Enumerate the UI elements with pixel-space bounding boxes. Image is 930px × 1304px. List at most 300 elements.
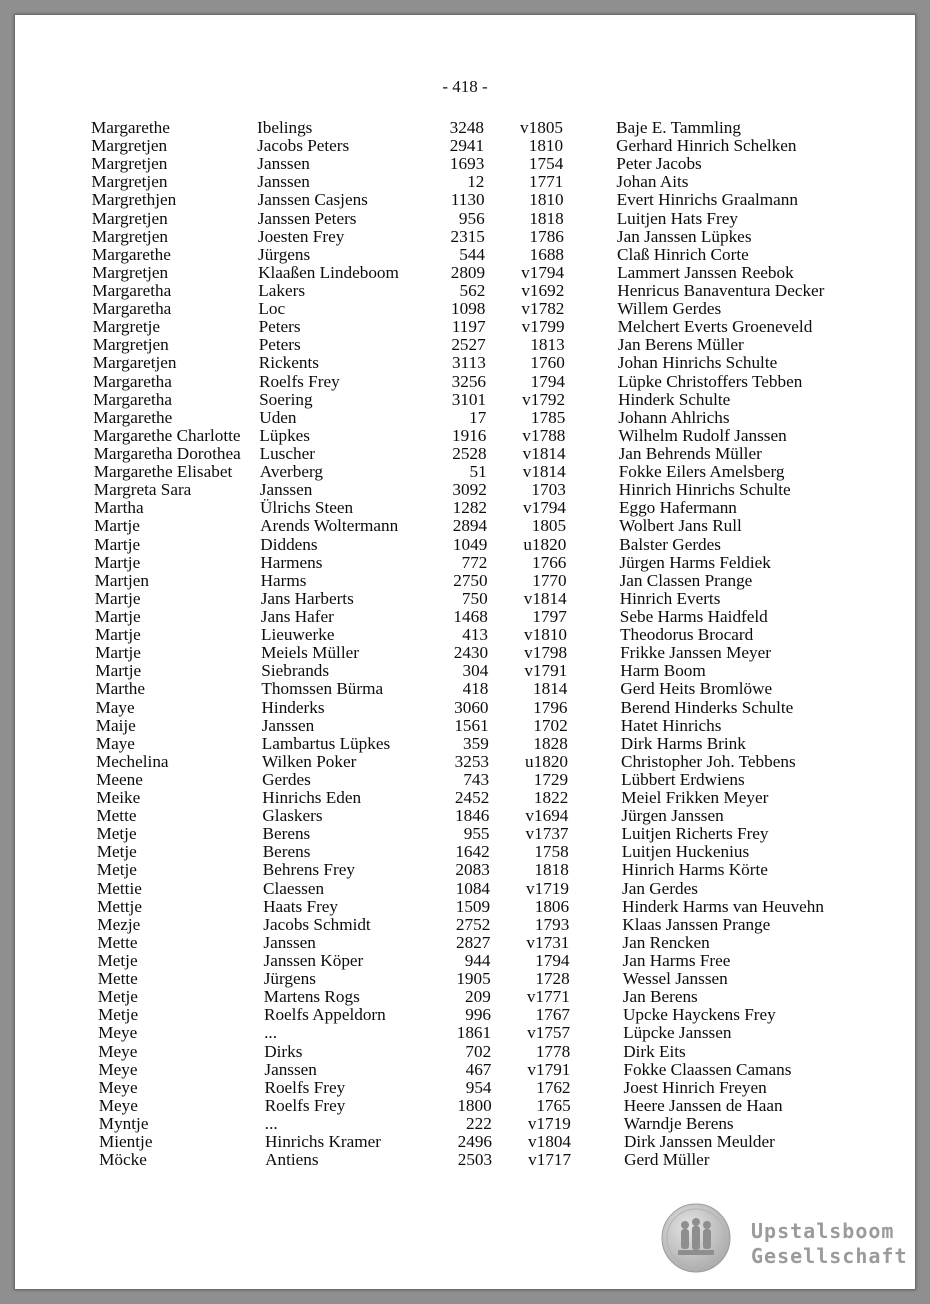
surname: ... <box>264 1023 277 1043</box>
spouse-name: Balster Gerdes <box>619 534 721 554</box>
table-row <box>97 916 891 934</box>
surname: Harms <box>260 570 307 590</box>
surname: Roelfs Frey <box>264 1077 346 1097</box>
entry-number: 3256 <box>451 371 486 391</box>
year: 1729 <box>533 769 569 789</box>
year: v1805 <box>520 118 563 137</box>
year: u1820 <box>525 751 568 771</box>
year: v1731 <box>526 932 570 952</box>
spouse-name: Johan Hinrichs Schulte <box>617 353 778 373</box>
surname: Janssen <box>257 154 310 174</box>
surname: Jürgens <box>258 244 311 264</box>
table-row <box>98 1043 891 1061</box>
first-name: Margarethe <box>93 407 173 427</box>
year: 1766 <box>532 552 567 572</box>
surname: Diddens <box>260 534 318 554</box>
first-name: Metje <box>96 842 137 862</box>
table-row <box>91 155 891 173</box>
table-row <box>94 536 891 554</box>
year: 1805 <box>531 516 567 536</box>
table-row <box>96 807 891 825</box>
first-name: Margretjen <box>91 154 168 174</box>
spouse-name: Luitjen Huckenius <box>621 842 750 862</box>
first-name: Martje <box>95 661 142 681</box>
year: v1771 <box>526 987 570 1007</box>
first-name: Margretjen <box>91 208 168 228</box>
table-row <box>95 626 891 644</box>
year: 1797 <box>532 606 567 626</box>
first-name: Metje <box>97 951 138 971</box>
table-row <box>92 282 891 300</box>
surname: Meiels Müller <box>261 643 359 663</box>
entry-number: 2430 <box>453 643 489 663</box>
first-name: Metje <box>97 987 138 1007</box>
surname: Lambartus Lüpkes <box>261 733 391 753</box>
table-row <box>96 753 891 771</box>
table-row <box>98 952 892 970</box>
entry-number: 1049 <box>452 534 488 554</box>
surname: Loc <box>258 299 286 319</box>
spouse-name: Klaas Janssen Prange <box>622 914 771 934</box>
table-row <box>95 608 891 626</box>
surname: Janssen <box>259 480 313 500</box>
surname: ... <box>264 1114 278 1134</box>
surname: Klaaßen Lindeboom <box>258 262 399 282</box>
year: 1758 <box>534 842 569 862</box>
surname: Gerdes <box>262 769 311 789</box>
surname: Harmens <box>260 552 323 572</box>
table-row <box>93 318 891 336</box>
spouse-name: Willem Gerdes <box>617 299 722 319</box>
year: v1791 <box>527 1059 571 1079</box>
first-name: Martje <box>95 643 141 663</box>
year: 1793 <box>534 914 570 934</box>
first-name: Meye <box>98 1059 138 1079</box>
year: 1762 <box>536 1077 571 1097</box>
first-name: Maye <box>95 733 135 753</box>
surname: Uden <box>259 407 297 427</box>
surname: Martens Rogs <box>263 987 360 1007</box>
table-row <box>93 427 891 445</box>
first-name: Martje <box>94 534 141 554</box>
surname: Berens <box>262 842 311 862</box>
table-row <box>95 680 891 698</box>
surname: Dirks <box>264 1041 303 1061</box>
year: 1796 <box>533 697 568 717</box>
entry-number: 359 <box>463 733 489 753</box>
table-row <box>96 771 891 789</box>
entry-number: 1861 <box>456 1023 492 1043</box>
year: 1806 <box>534 896 570 916</box>
entry-number: 2452 <box>454 788 490 808</box>
surname: Roelfs Frey <box>259 371 340 391</box>
first-name: Meye <box>98 1077 138 1097</box>
surname: Jacobs Schmidt <box>263 914 371 934</box>
surname: Joesten Frey <box>257 226 345 246</box>
year: v1794 <box>523 498 566 518</box>
surname: Antiens <box>265 1150 319 1170</box>
entry-number: 544 <box>459 244 485 264</box>
entry-number: 743 <box>463 769 490 789</box>
entry-number: 2527 <box>451 335 486 355</box>
year: v1798 <box>524 643 568 663</box>
spouse-name: Luitjen Richerts Frey <box>621 824 769 844</box>
seal-icon <box>661 1203 731 1273</box>
entry-number: 304 <box>462 661 489 681</box>
spouse-name: Gerhard Hinrich Schelken <box>616 136 797 156</box>
first-name: Margaretha <box>93 389 172 409</box>
surname: Janssen <box>264 1059 317 1079</box>
society-name <box>751 1219 908 1269</box>
document-page <box>14 14 916 1290</box>
page-number: - 418 - <box>442 77 488 96</box>
entry-number: 956 <box>458 208 485 228</box>
spouse-name: Lüpke Christoffers Tebben <box>618 371 803 391</box>
first-name: Meike <box>96 788 141 808</box>
year: 1818 <box>529 208 564 228</box>
first-name: Mettje <box>97 896 142 916</box>
table-row <box>99 1115 891 1133</box>
spouse-name: Christopher Joh. Tebbens <box>621 751 796 771</box>
spouse-name: Heere Janssen de Haan <box>623 1095 783 1115</box>
year: v1757 <box>527 1023 571 1043</box>
spouse-name: Johan Aits <box>616 172 689 192</box>
spouse-name: Fokke Eilers Amelsberg <box>618 462 785 482</box>
spouse-name: Warndje Berens <box>623 1114 734 1134</box>
first-name: Mette <box>97 969 138 989</box>
entry-number: 1693 <box>449 154 485 174</box>
first-name: Maye <box>95 697 135 717</box>
table-row <box>92 191 891 209</box>
table-row <box>92 300 891 318</box>
spouse-name: Hinrich Everts <box>619 588 721 608</box>
spouse-name: Claß Hinrich Corte <box>617 244 749 264</box>
entry-number: 1197 <box>451 317 486 337</box>
entry-number: 562 <box>459 280 486 300</box>
spouse-name: Gerd Heits Bromlöwe <box>620 679 773 699</box>
first-name: Margaretha Dorothea <box>93 443 241 463</box>
spouse-name: Jan Gerdes <box>622 878 698 898</box>
surname: Jans Hafer <box>260 606 334 626</box>
spouse-name: Joest Hinrich Freyen <box>623 1077 767 1097</box>
spouse-name: Hinrich Hinrichs Schulte <box>618 480 791 500</box>
entry-number: 2528 <box>452 443 487 463</box>
table-row <box>93 409 891 427</box>
surname: Behrens Frey <box>262 860 355 880</box>
year: 1813 <box>530 335 565 355</box>
first-name: Martjen <box>94 570 150 590</box>
spouse-name: Berend Hinderks Schulte <box>620 697 794 717</box>
table-row <box>96 699 892 717</box>
first-name: Meye <box>98 1095 138 1115</box>
surname: Roelfs Frey <box>264 1095 346 1115</box>
spouse-name: Lammert Janssen Reebok <box>617 262 794 282</box>
spouse-name: Hinderk Harms van Heuvehn <box>622 896 824 916</box>
entry-number: 2315 <box>450 226 485 246</box>
spouse-name: Jan Classen Prange <box>619 570 753 590</box>
year: v1814 <box>523 588 567 608</box>
first-name: Metje <box>96 824 137 844</box>
first-name: Margretjen <box>91 172 168 192</box>
table-row <box>98 1061 891 1079</box>
register-list <box>91 119 891 1169</box>
spouse-name: Jürgen Harms Feldiek <box>619 552 771 572</box>
spouse-name: Meiel Frikken Meyer <box>621 788 769 808</box>
first-name: Martje <box>94 516 140 536</box>
surname: Peters <box>258 317 301 337</box>
spouse-name: Dirk Eits <box>623 1041 686 1061</box>
spouse-name: Hinderk Schulte <box>618 389 731 409</box>
year: v1719 <box>526 878 569 898</box>
surname: Siebrands <box>261 661 330 681</box>
spouse-name: Evert Hinrichs Graalmann <box>616 190 798 210</box>
spouse-name: Lübbert Erdwiens <box>621 769 745 789</box>
year: u1820 <box>523 534 567 554</box>
first-name: Martje <box>94 552 141 572</box>
spouse-name: Wolbert Jans Rull <box>619 516 742 536</box>
table-row <box>98 1006 891 1024</box>
entry-number: 3060 <box>454 697 489 717</box>
table-row <box>95 572 891 590</box>
table-row <box>97 880 891 898</box>
surname: Wilken Poker <box>262 751 357 771</box>
spouse-name: Jan Harms Free <box>622 951 731 971</box>
first-name: Margretje <box>92 317 161 337</box>
entry-number: 3248 <box>449 118 484 137</box>
spouse-name: Upcke Hayckens Frey <box>623 1005 776 1025</box>
entry-number: 1846 <box>455 806 490 826</box>
surname: Hinrichs Eden <box>262 788 362 808</box>
entry-number: 17 <box>469 407 487 427</box>
year: 1818 <box>534 860 569 880</box>
surname: Janssen Casjens <box>257 190 368 210</box>
entry-number: 209 <box>465 987 491 1007</box>
spouse-name: Frikke Janssen Meyer <box>620 643 771 663</box>
surname: Lieuwerke <box>261 625 335 645</box>
year: 1778 <box>535 1041 571 1061</box>
entry-number: 1800 <box>457 1095 492 1115</box>
spouse-name: Jan Janssen Lüpkes <box>616 226 752 246</box>
table-row <box>99 1133 891 1151</box>
spouse-name: Peter Jacobs <box>616 154 702 174</box>
spouse-name: Johann Ahlrichs <box>618 407 730 427</box>
table-row <box>95 662 891 680</box>
table-row <box>92 246 891 264</box>
surname: Jans Harberts <box>260 588 354 608</box>
year: 1810 <box>528 136 564 156</box>
surname: Janssen <box>257 172 310 192</box>
year: 1754 <box>528 154 564 174</box>
year: 1767 <box>535 1005 570 1025</box>
year: v1788 <box>522 425 566 445</box>
year: v1717 <box>528 1150 572 1170</box>
first-name: Margarethe Elisabet <box>93 462 233 482</box>
entry-number: 954 <box>465 1077 492 1097</box>
first-name: Martje <box>94 606 141 626</box>
surname: Ibelings <box>257 118 313 137</box>
entry-number: 12 <box>467 172 485 192</box>
entry-number: 1468 <box>453 606 488 626</box>
surname: Glaskers <box>262 806 323 826</box>
table-row <box>94 445 891 463</box>
table-row <box>92 228 891 246</box>
spouse-name: Hatet Hinrichs <box>620 715 722 735</box>
entry-number: 955 <box>463 824 490 844</box>
spouse-name: Jan Berens Müller <box>617 335 744 355</box>
entry-number: 944 <box>464 951 491 971</box>
entry-number: 2503 <box>457 1150 493 1170</box>
spouse-name: Jan Rencken <box>622 932 710 952</box>
year: v1719 <box>527 1114 571 1134</box>
spouse-name: Baje E. Tammling <box>616 118 741 137</box>
table-row <box>96 717 891 735</box>
entry-number: 2809 <box>450 262 486 282</box>
table-row <box>93 336 891 354</box>
first-name: Margaretha <box>92 299 172 319</box>
year: 1794 <box>530 371 565 391</box>
entry-number: 1282 <box>452 498 487 518</box>
table-row <box>98 1024 891 1042</box>
spouse-name: Eggo Hafermann <box>619 498 737 518</box>
first-name: Meene <box>96 769 143 789</box>
table-row <box>98 988 891 1006</box>
year: 1814 <box>533 679 568 699</box>
spouse-name: Wilhelm Rudolf Janssen <box>618 425 787 445</box>
surname: Roelfs Appeldorn <box>264 1005 386 1025</box>
year: 1822 <box>533 788 569 808</box>
spouse-name: Luitjen Hats Frey <box>616 208 738 228</box>
first-name: Mettie <box>97 878 142 898</box>
first-name: Meye <box>98 1023 138 1043</box>
entry-number: 3101 <box>451 389 487 409</box>
society-name-line-2: Gesellschaft <box>751 1244 908 1268</box>
first-name: Margarethe <box>92 244 171 264</box>
entry-number: 1905 <box>456 969 491 989</box>
year: v1792 <box>522 389 566 409</box>
first-name: Mezje <box>97 914 141 934</box>
year: 1688 <box>529 244 564 264</box>
entry-number: 1561 <box>454 715 489 735</box>
first-name: Margaretha <box>92 280 172 300</box>
surname: Arends Woltermann <box>260 516 399 536</box>
first-name: Mientje <box>99 1132 153 1152</box>
table-row <box>91 173 891 191</box>
year: 1770 <box>532 570 567 590</box>
table-row <box>97 934 891 952</box>
table-row <box>99 1079 892 1097</box>
first-name: Martje <box>95 625 141 645</box>
entry-number: 996 <box>465 1005 491 1025</box>
table-row <box>94 463 891 481</box>
table-row <box>95 590 891 608</box>
year: 1702 <box>533 715 568 735</box>
first-name: Margretjen <box>92 262 169 282</box>
surname: Jacobs Peters <box>257 136 350 156</box>
first-name: Margretjen <box>91 136 168 156</box>
entry-number: 750 <box>461 588 488 608</box>
table-row <box>93 391 891 409</box>
entry-number: 2496 <box>457 1132 492 1152</box>
entry-number: 2941 <box>449 136 485 156</box>
first-name: Meye <box>98 1041 138 1061</box>
society-name-line-1: Upstalsboom <box>751 1219 895 1243</box>
first-name: Mette <box>97 932 138 952</box>
first-name: Martha <box>94 498 144 518</box>
year: 1765 <box>536 1095 571 1115</box>
surname: Hinrichs Kramer <box>265 1132 381 1152</box>
surname: Haats Frey <box>263 896 339 916</box>
spouse-name: Jürgen Janssen <box>621 806 724 826</box>
spouse-name: Fokke Claassen Camans <box>623 1059 792 1079</box>
surname: Janssen <box>261 715 315 735</box>
surname: Ülrichs Steen <box>260 498 354 518</box>
first-name: Margarethe <box>91 118 170 137</box>
entry-number: 3253 <box>454 751 489 771</box>
surname: Lakers <box>258 280 306 300</box>
entry-number: 413 <box>462 625 488 645</box>
entry-number: 222 <box>466 1114 492 1134</box>
first-name: Margarethe Charlotte <box>93 425 241 445</box>
entry-number: 467 <box>465 1059 492 1079</box>
entry-number: 3113 <box>452 353 486 373</box>
surname: Janssen Peters <box>257 208 357 228</box>
spouse-name: Gerd Müller <box>624 1150 710 1170</box>
first-name: Myntje <box>98 1114 149 1134</box>
first-name: Metje <box>98 1005 139 1025</box>
table-row <box>99 1097 891 1115</box>
spouse-name: Jan Behrends Müller <box>618 443 762 463</box>
surname: Luscher <box>259 443 315 463</box>
table-row <box>97 825 892 843</box>
table-row <box>97 898 891 916</box>
first-name: Marthe <box>95 679 146 699</box>
year: 1728 <box>535 969 570 989</box>
surname: Janssen Köper <box>263 951 364 971</box>
first-name: Metje <box>96 860 137 880</box>
surname: Averberg <box>259 462 323 482</box>
entry-number: 1509 <box>455 896 491 916</box>
year: v1810 <box>524 625 567 645</box>
entry-number: 2827 <box>456 932 491 952</box>
first-name: Martje <box>94 588 141 608</box>
surname: Berens <box>262 824 311 844</box>
entry-number: 418 <box>462 679 489 699</box>
entry-number: 3092 <box>452 480 487 500</box>
entry-number: 772 <box>461 552 488 572</box>
table-row <box>93 354 891 372</box>
table-row <box>96 735 891 753</box>
table-row <box>91 119 891 137</box>
table-row <box>93 373 891 391</box>
table-row <box>92 210 891 228</box>
surname: Thomssen Bürma <box>261 679 384 699</box>
spouse-name: Sebe Harms Haidfeld <box>619 606 768 626</box>
table-row <box>94 481 891 499</box>
spouse-name: Jan Berens <box>622 987 698 1007</box>
year: v1794 <box>521 262 565 282</box>
table-row <box>97 861 891 879</box>
spouse-name: Dirk Janssen Meulder <box>624 1132 775 1152</box>
first-name: Mechelina <box>96 751 169 771</box>
year: v1737 <box>525 824 569 844</box>
first-name: Mette <box>96 806 137 826</box>
spouse-name: Theodorus Brocard <box>620 625 754 645</box>
first-name: Margretjen <box>91 226 168 246</box>
spouse-name: Lüpcke Janssen <box>623 1023 732 1043</box>
spouse-name: Wessel Janssen <box>622 969 728 989</box>
entry-number: 2752 <box>455 914 491 934</box>
entry-number: 2894 <box>452 516 488 536</box>
